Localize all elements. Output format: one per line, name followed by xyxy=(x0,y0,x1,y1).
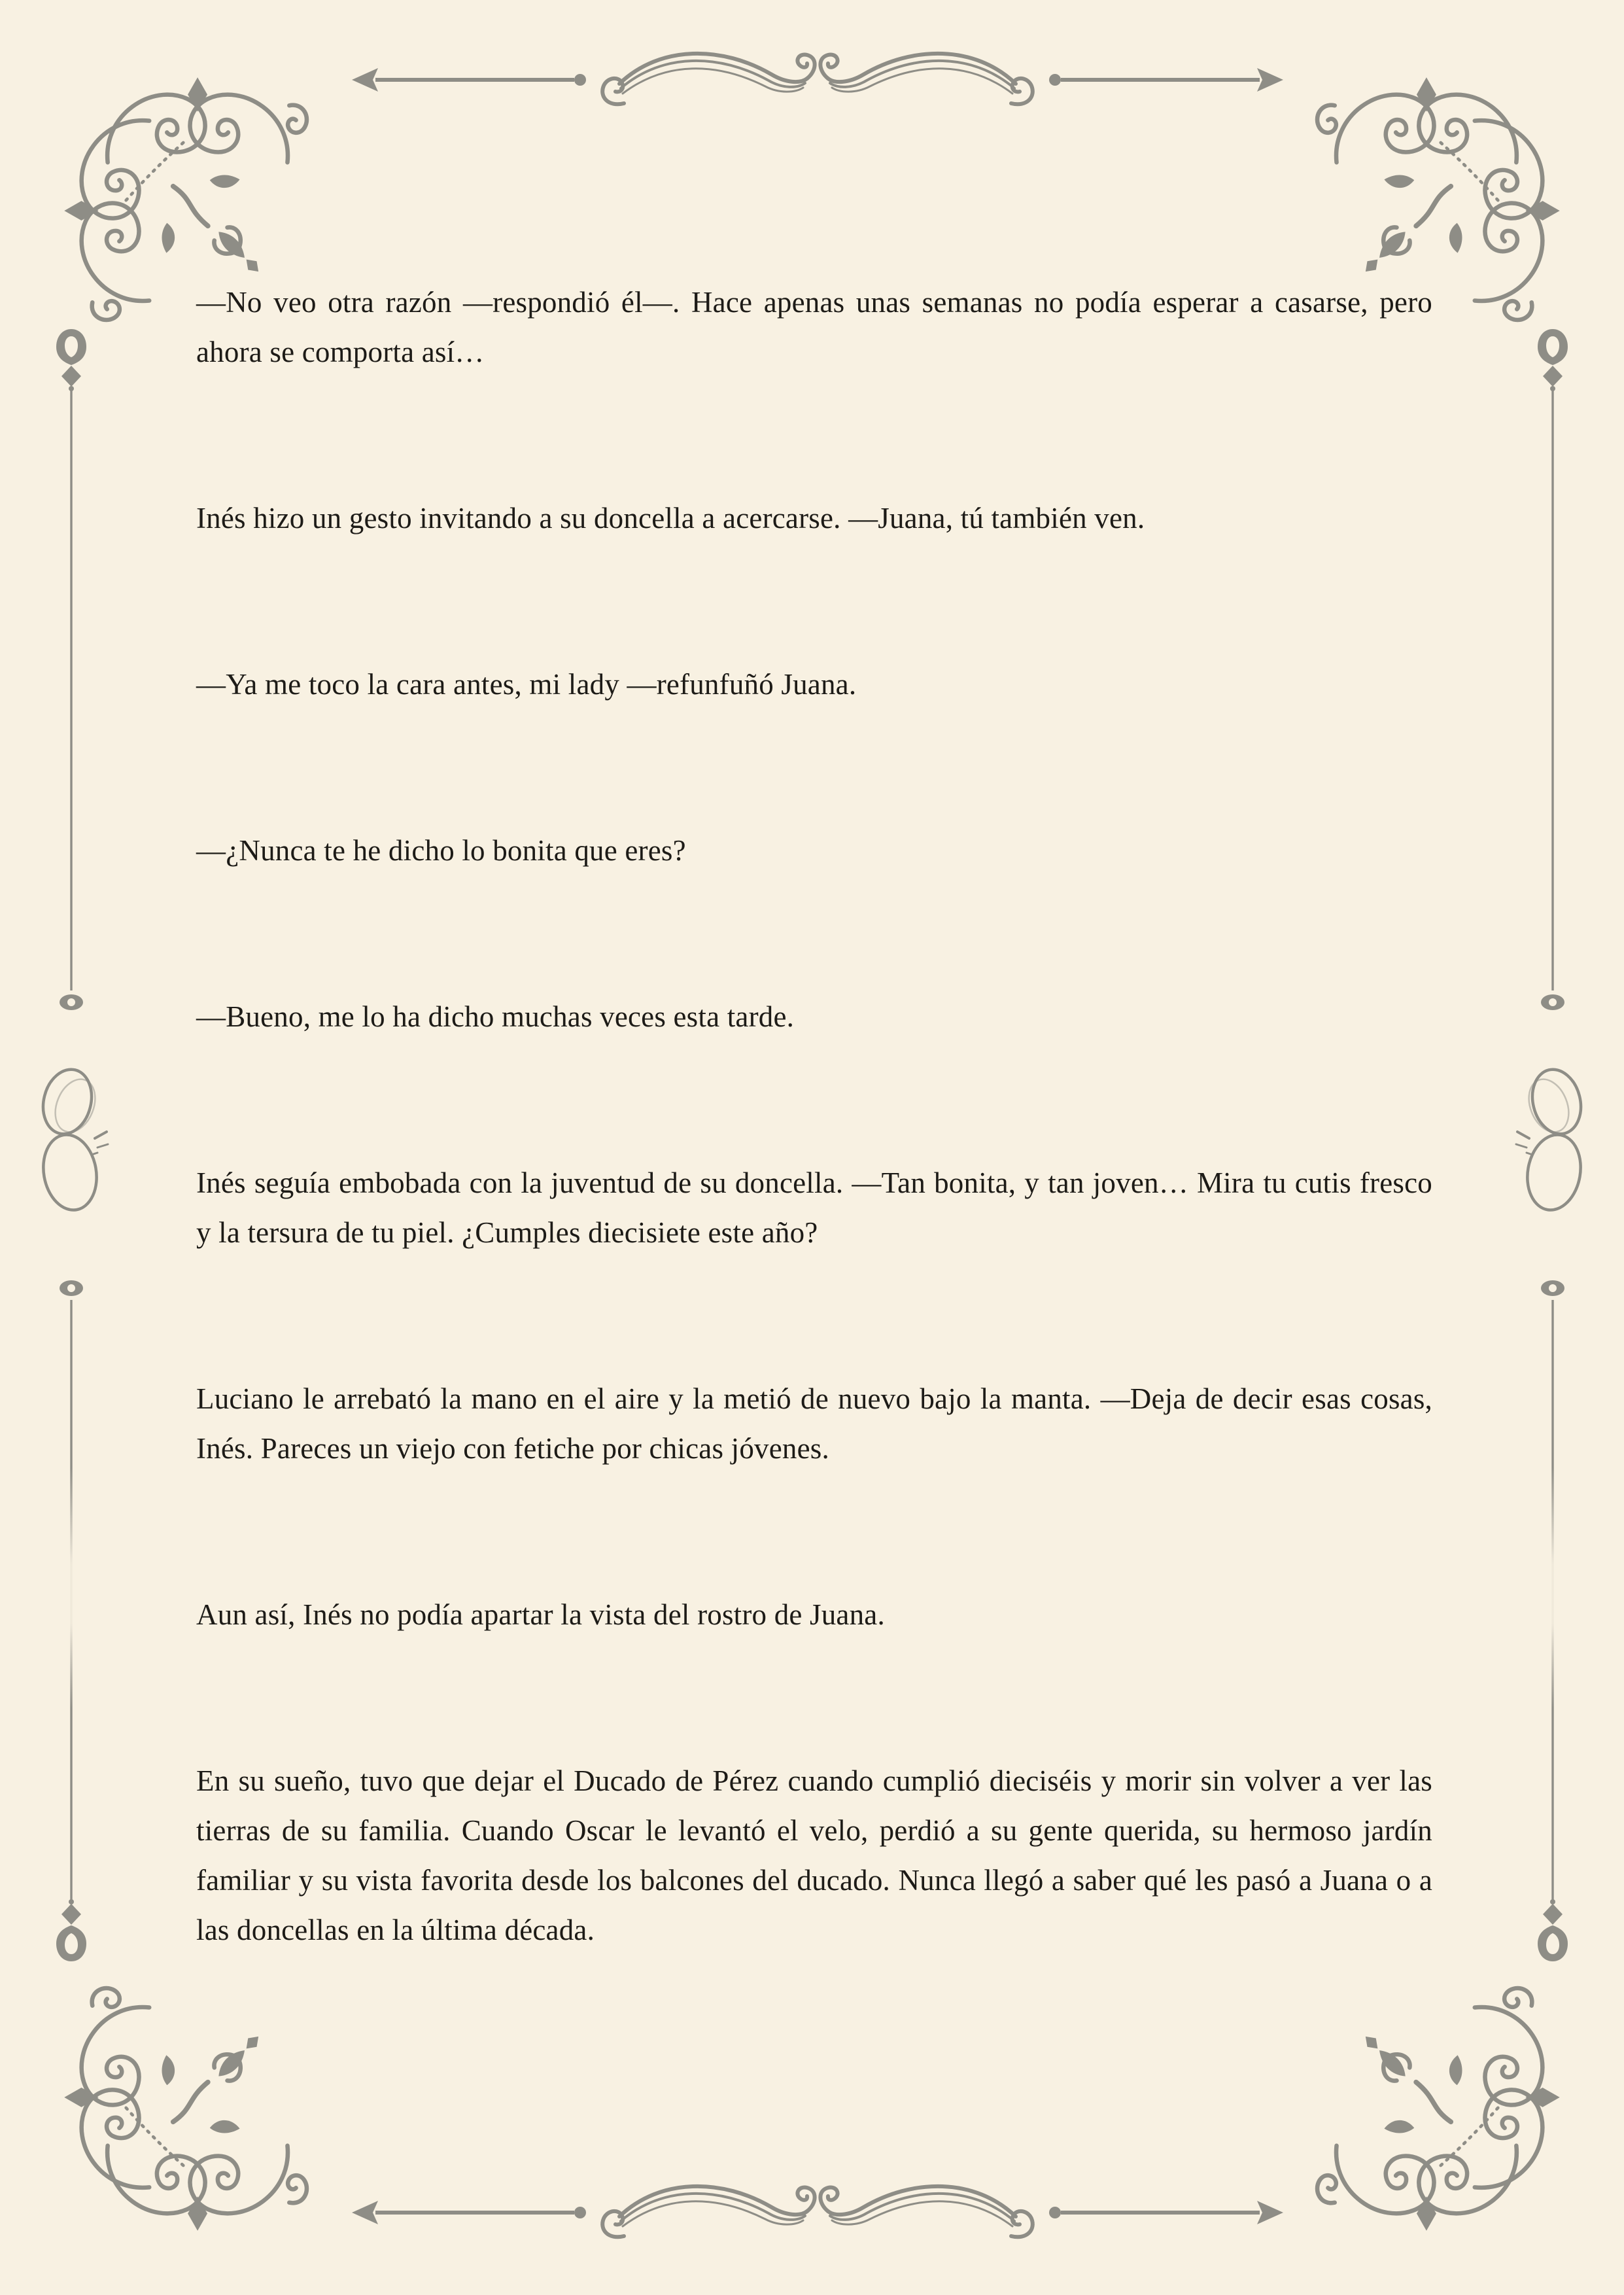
figure-eight-flourish-right-icon xyxy=(1510,1068,1595,1225)
body-paragraph: Inés seguía embobada con la juventud de su doncella. —Tan bonita, y tan joven… Mira tu cutis fresco y la tersura de tu piel. ¿Cumples diecisiete este año? xyxy=(196,1166,1432,1249)
body-paragraph: —Bueno, me lo ha dicho muchas veces esta tarde. xyxy=(196,1000,795,1033)
body-paragraph: —Ya me toco la cara antes, mi lady —refunfuñó Juana. xyxy=(196,668,857,701)
ornamental-divider-top-icon xyxy=(347,41,1288,119)
side-rule-upper-right-icon xyxy=(1530,326,1576,1020)
page-text xyxy=(196,277,1432,1955)
body-paragraph: —¿Nunca te he dicho lo bonita que eres? xyxy=(196,834,686,867)
body-paragraph: Aun así, Inés no podía apartar la vista del rostro de Juana. xyxy=(196,1598,885,1631)
body-paragraph: Luciano le arrebató la mano en el aire y la metió de nuevo bajo la manta. —Deja de decir esas cosas, Inés. Pareces un viejo con fetiche por chicas jóvenes. xyxy=(196,1382,1432,1465)
corner-flourish-bottom-right-icon xyxy=(1313,1984,1595,2266)
side-rule-upper-left-icon xyxy=(48,326,94,1020)
corner-flourish-bottom-left-icon xyxy=(29,1984,311,2266)
body-paragraph: —No veo otra razón —respondió él—. Hace apenas unas semanas no podía esperar a casarse, pero ahora se comporta así… xyxy=(196,286,1432,368)
body-paragraph: Inés hizo un gesto invitando a su doncella a acercarse. —Juana, tú también ven. xyxy=(196,502,1145,534)
side-rule-lower-left-icon xyxy=(48,1270,94,1964)
figure-eight-flourish-left-icon xyxy=(29,1068,114,1225)
ornamental-divider-bottom-icon xyxy=(347,2173,1288,2252)
side-rule-lower-right-icon xyxy=(1530,1270,1576,1964)
body-paragraph: En su sueño, tuvo que dejar el Ducado de Pérez cuando cumplió dieciséis y morir sin volver a ver las tierras de su familia. Cuando Oscar le levantó el velo, perdió a su gente querida, su hermoso jardín familiar y su vista favorita desde los balcones del ducado. Nunca llegó a saber qué les pasó a Juana o a las doncellas en la última década. xyxy=(196,1764,1432,1946)
